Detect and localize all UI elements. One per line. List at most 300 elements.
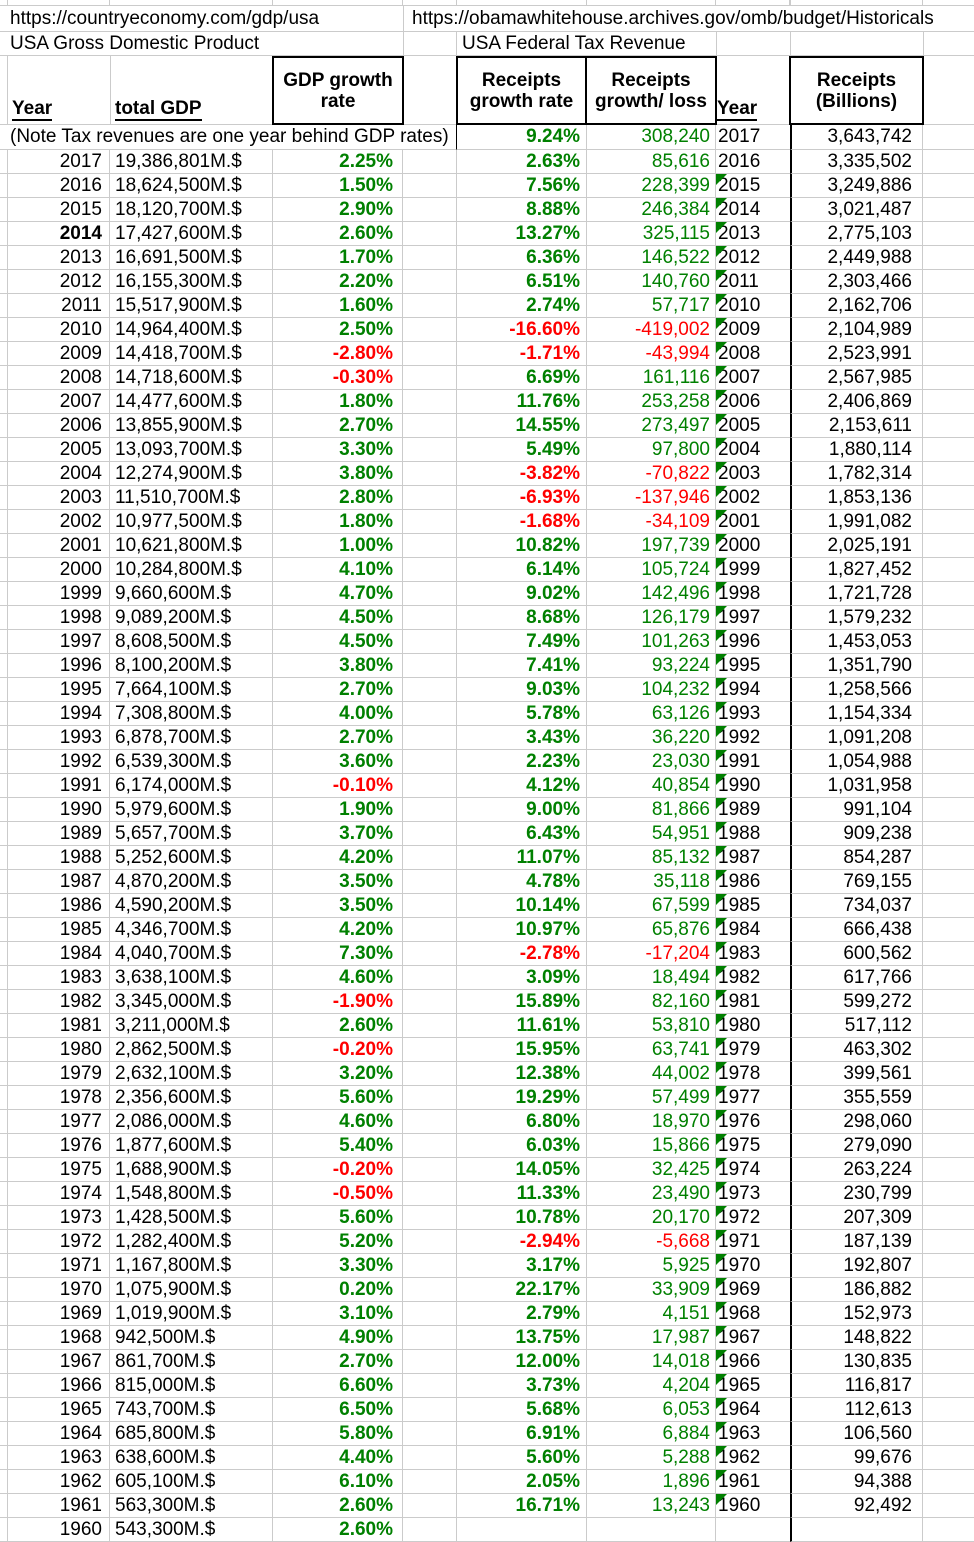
gdp-growth-cell[interactable]: -0.50% — [273, 1182, 403, 1206]
gdp-growth-cell[interactable]: 4.00% — [273, 702, 403, 726]
receipts-change-cell[interactable]: 1,896 — [587, 1470, 716, 1494]
gdp-year-cell[interactable]: 1977 — [8, 1110, 110, 1134]
tax-year-cell[interactable] — [716, 558, 790, 582]
total-gdp-cell[interactable]: 19,386,801M.$ — [110, 150, 273, 174]
tax-year-cell[interactable] — [716, 1158, 790, 1182]
total-gdp-cell[interactable]: 1,428,500M.$ — [110, 1206, 273, 1230]
receipts-change-cell[interactable]: 63,741 — [587, 1038, 716, 1062]
receipts-growth-rate-cell[interactable] — [457, 1518, 587, 1542]
receipts-growth-rate-cell[interactable]: 15.95% — [457, 1038, 587, 1062]
receipts-change-cell[interactable]: -34,109 — [587, 510, 716, 534]
receipts-cell[interactable]: 1,031,958 — [790, 774, 923, 798]
receipts-cell[interactable]: 1,721,728 — [790, 582, 923, 606]
receipts-cell[interactable]: 355,559 — [790, 1086, 923, 1110]
total-gdp-cell[interactable]: 5,252,600M.$ — [110, 846, 273, 870]
receipts-growth-rate-cell[interactable]: 16.71% — [457, 1494, 587, 1518]
total-gdp-cell[interactable]: 8,608,500M.$ — [110, 630, 273, 654]
gdp-growth-cell[interactable]: -0.10% — [273, 774, 403, 798]
receipts-cell[interactable]: 116,817 — [790, 1374, 923, 1398]
gdp-year-cell[interactable]: 2004 — [8, 462, 110, 486]
total-gdp-cell[interactable]: 543,300M.$ — [110, 1518, 273, 1542]
gdp-year-cell[interactable]: 1978 — [8, 1086, 110, 1110]
receipts-change-cell[interactable]: 20,170 — [587, 1206, 716, 1230]
total-gdp-cell[interactable]: 2,632,100M.$ — [110, 1062, 273, 1086]
receipts-growth-rate-cell[interactable]: 7.41% — [457, 654, 587, 678]
gdp-growth-cell[interactable]: 4.70% — [273, 582, 403, 606]
tax-year-cell[interactable] — [716, 894, 790, 918]
total-gdp-cell[interactable]: 18,120,700M.$ — [110, 198, 273, 222]
gdp-growth-cell[interactable]: 2.60% — [273, 1014, 403, 1038]
column-header-total-gdp[interactable]: total GDP — [115, 98, 202, 119]
total-gdp-cell[interactable]: 6,174,000M.$ — [110, 774, 273, 798]
total-gdp-cell[interactable]: 13,093,700M.$ — [110, 438, 273, 462]
receipts-growth-rate-cell[interactable]: 3.09% — [457, 966, 587, 990]
receipts-cell[interactable] — [790, 1518, 923, 1542]
gdp-growth-cell[interactable]: 3.70% — [273, 822, 403, 846]
tax-year-cell[interactable] — [716, 1182, 790, 1206]
receipts-change-cell[interactable]: 126,179 — [587, 606, 716, 630]
gdp-year-cell[interactable]: 2002 — [8, 510, 110, 534]
gdp-year-cell[interactable]: 1998 — [8, 606, 110, 630]
tax-year-cell[interactable] — [716, 750, 790, 774]
gdp-growth-cell[interactable]: 6.10% — [273, 1470, 403, 1494]
gdp-growth-cell[interactable]: 1.80% — [273, 510, 403, 534]
gdp-year-cell[interactable]: 1991 — [8, 774, 110, 798]
gdp-year-cell[interactable]: 1974 — [8, 1182, 110, 1206]
receipts-cell[interactable]: 600,562 — [790, 942, 923, 966]
receipts-cell[interactable]: 2,567,985 — [790, 366, 923, 390]
receipts-change-cell[interactable]: 197,739 — [587, 534, 716, 558]
receipts-cell[interactable]: 617,766 — [790, 966, 923, 990]
receipts-growth-rate-cell[interactable]: 4.12% — [457, 774, 587, 798]
receipts-cell[interactable]: 2,153,611 — [790, 414, 923, 438]
total-gdp-cell[interactable]: 14,964,400M.$ — [110, 318, 273, 342]
receipts-change-cell[interactable]: 273,497 — [587, 414, 716, 438]
total-gdp-cell[interactable]: 6,539,300M.$ — [110, 750, 273, 774]
total-gdp-cell[interactable]: 14,718,600M.$ — [110, 366, 273, 390]
tax-year-cell[interactable] — [716, 510, 790, 534]
total-gdp-cell[interactable]: 9,089,200M.$ — [110, 606, 273, 630]
receipts-cell[interactable]: 463,302 — [790, 1038, 923, 1062]
tax-year-cell[interactable] — [716, 1518, 790, 1542]
receipts-cell[interactable]: 207,309 — [790, 1206, 923, 1230]
tax-year-cell[interactable] — [716, 1470, 790, 1494]
receipts-change-cell[interactable]: 36,220 — [587, 726, 716, 750]
receipts-cell[interactable]: 2,449,988 — [790, 246, 923, 270]
gdp-growth-cell[interactable]: 4.20% — [273, 918, 403, 942]
tax-year-cell[interactable] — [716, 678, 790, 702]
receipts-change-cell[interactable]: 140,760 — [587, 270, 716, 294]
gdp-growth-cell[interactable]: 4.90% — [273, 1326, 403, 1350]
receipts-growth-rate-cell[interactable]: 2.63% — [457, 150, 587, 174]
gdp-year-cell[interactable]: 1997 — [8, 630, 110, 654]
tax-year-cell[interactable] — [716, 1134, 790, 1158]
receipts-cell[interactable]: 1,782,314 — [790, 462, 923, 486]
receipts-change-cell[interactable]: 4,151 — [587, 1302, 716, 1326]
tax-year-cell[interactable] — [716, 246, 790, 270]
receipts-growth-rate-cell[interactable]: 6.36% — [457, 246, 587, 270]
tax-year-cell[interactable] — [716, 1038, 790, 1062]
receipts-cell[interactable]: 2,162,706 — [790, 294, 923, 318]
total-gdp-cell[interactable]: 605,100M.$ — [110, 1470, 273, 1494]
receipts-change-cell[interactable]: -137,946 — [587, 486, 716, 510]
total-gdp-cell[interactable]: 1,075,900M.$ — [110, 1278, 273, 1302]
gdp-growth-cell[interactable]: 3.10% — [273, 1302, 403, 1326]
tax-year-cell[interactable] — [716, 1422, 790, 1446]
tax-year-cell[interactable] — [716, 702, 790, 726]
receipts-growth-rate-cell[interactable]: 3.73% — [457, 1374, 587, 1398]
receipts-growth-rate-cell[interactable]: 10.82% — [457, 534, 587, 558]
tax-year-cell[interactable] — [716, 414, 790, 438]
gdp-growth-cell[interactable]: 3.30% — [273, 1254, 403, 1278]
receipts-cell[interactable]: 1,853,136 — [790, 486, 923, 510]
total-gdp-cell[interactable]: 14,477,600M.$ — [110, 390, 273, 414]
gdp-growth-cell[interactable]: 5.80% — [273, 1422, 403, 1446]
gdp-year-cell[interactable]: 1969 — [8, 1302, 110, 1326]
tax-year-cell[interactable] — [716, 726, 790, 750]
receipts-growth-rate-cell[interactable]: 7.56% — [457, 174, 587, 198]
receipts-growth-rate-cell[interactable]: 7.49% — [457, 630, 587, 654]
gdp-year-cell[interactable]: 1989 — [8, 822, 110, 846]
receipts-growth-rate-cell[interactable]: 3.17% — [457, 1254, 587, 1278]
receipts-cell[interactable]: 1,091,208 — [790, 726, 923, 750]
receipts-change-cell[interactable]: 44,002 — [587, 1062, 716, 1086]
gdp-year-cell[interactable]: 1988 — [8, 846, 110, 870]
receipts-growth-rate-cell[interactable]: 11.61% — [457, 1014, 587, 1038]
gdp-year-cell[interactable]: 1962 — [8, 1470, 110, 1494]
receipts-change-cell[interactable]: 6,053 — [587, 1398, 716, 1422]
receipts-growth-rate-cell[interactable]: 10.97% — [457, 918, 587, 942]
gdp-growth-cell[interactable]: 2.90% — [273, 198, 403, 222]
total-gdp-cell[interactable]: 942,500M.$ — [110, 1326, 273, 1350]
receipts-cell[interactable]: 263,224 — [790, 1158, 923, 1182]
total-gdp-cell[interactable]: 5,657,700M.$ — [110, 822, 273, 846]
gdp-year-cell[interactable]: 2009 — [8, 342, 110, 366]
gdp-year-cell[interactable]: 2003 — [8, 486, 110, 510]
receipts-growth-rate-cell[interactable]: 6.80% — [457, 1110, 587, 1134]
gdp-growth-cell[interactable]: 2.70% — [273, 414, 403, 438]
gdp-year-cell[interactable]: 2012 — [8, 270, 110, 294]
receipts-growth-rate-cell[interactable]: 14.05% — [457, 1158, 587, 1182]
total-gdp-cell[interactable]: 4,590,200M.$ — [110, 894, 273, 918]
gdp-year-cell[interactable]: 1970 — [8, 1278, 110, 1302]
gdp-year-cell[interactable]: 2011 — [8, 294, 110, 318]
receipts-change-cell[interactable]: -17,204 — [587, 942, 716, 966]
receipts-cell[interactable]: 1,453,053 — [790, 630, 923, 654]
gdp-year-cell[interactable]: 2014 — [8, 222, 110, 246]
gdp-growth-cell[interactable]: 5.40% — [273, 1134, 403, 1158]
tax-table-title[interactable]: USA Federal Tax Revenue — [462, 33, 686, 54]
tax-year-cell[interactable] — [716, 942, 790, 966]
gdp-growth-cell[interactable]: 1.90% — [273, 798, 403, 822]
gdp-growth-cell[interactable]: 2.80% — [273, 486, 403, 510]
receipts-change-cell[interactable]: 246,384 — [587, 198, 716, 222]
tax-year-cell[interactable] — [716, 1494, 790, 1518]
gdp-growth-cell[interactable]: 4.50% — [273, 606, 403, 630]
tax-year-cell[interactable] — [716, 1302, 790, 1326]
tax-year-cell[interactable] — [716, 222, 790, 246]
gdp-year-cell[interactable]: 1995 — [8, 678, 110, 702]
column-header-receipts-billions[interactable]: Receipts (Billions) — [789, 56, 924, 125]
gdp-growth-cell[interactable]: 2.70% — [273, 1350, 403, 1374]
tax-year-cell[interactable] — [716, 486, 790, 510]
receipts-cell[interactable]: 1,827,452 — [790, 558, 923, 582]
receipts-growth-rate-cell[interactable]: 11.33% — [457, 1182, 587, 1206]
receipts-cell[interactable]: 3,021,487 — [790, 198, 923, 222]
gdp-growth-cell[interactable]: 3.30% — [273, 438, 403, 462]
gdp-table-title[interactable]: USA Gross Domestic Product — [10, 33, 260, 54]
gdp-source-url[interactable]: https://countryeconomy.com/gdp/usa — [10, 8, 320, 29]
receipts-change-cell[interactable]: 253,258 — [587, 390, 716, 414]
receipts-growth-rate-cell[interactable]: 10.78% — [457, 1206, 587, 1230]
receipts-growth-rate-cell[interactable]: -2.78% — [457, 942, 587, 966]
receipts-growth-rate-cell[interactable]: 2.23% — [457, 750, 587, 774]
gdp-growth-cell[interactable]: -0.30% — [273, 366, 403, 390]
gdp-growth-cell[interactable]: 5.60% — [273, 1086, 403, 1110]
gdp-year-cell[interactable]: 2001 — [8, 534, 110, 558]
receipts-cell[interactable]: 1,880,114 — [790, 438, 923, 462]
total-gdp-cell[interactable]: 3,211,000M.$ — [110, 1014, 273, 1038]
tax-year-cell[interactable] — [716, 318, 790, 342]
gdp-year-cell[interactable]: 1986 — [8, 894, 110, 918]
receipts-change-cell[interactable]: 6,884 — [587, 1422, 716, 1446]
receipts-cell[interactable]: 991,104 — [790, 798, 923, 822]
receipts-change-cell[interactable]: 67,599 — [587, 894, 716, 918]
receipts-change-cell[interactable]: 54,951 — [587, 822, 716, 846]
receipts-change-cell[interactable]: 17,987 — [587, 1326, 716, 1350]
gdp-growth-cell[interactable]: -0.20% — [273, 1158, 403, 1182]
receipts-cell[interactable]: 2,775,103 — [790, 222, 923, 246]
gdp-growth-cell[interactable]: 2.60% — [273, 1494, 403, 1518]
receipts-growth-rate-cell[interactable]: -1.68% — [457, 510, 587, 534]
tax-year-cell[interactable] — [716, 1254, 790, 1278]
receipts-change-cell[interactable]: 81,866 — [587, 798, 716, 822]
gdp-year-cell[interactable]: 1972 — [8, 1230, 110, 1254]
column-header-receipts-growth-loss[interactable]: Receipts growth/ loss — [595, 69, 707, 112]
receipts-change-cell[interactable]: 5,925 — [587, 1254, 716, 1278]
receipts-growth-rate-cell[interactable]: 9.03% — [457, 678, 587, 702]
receipts-growth-rate-cell[interactable]: 6.14% — [457, 558, 587, 582]
receipts-growth-rate-cell[interactable]: 12.00% — [457, 1350, 587, 1374]
total-gdp-cell[interactable]: 10,621,800M.$ — [110, 534, 273, 558]
gdp-growth-cell[interactable]: 5.20% — [273, 1230, 403, 1254]
gdp-growth-cell[interactable]: 2.70% — [273, 726, 403, 750]
receipts-change-cell[interactable]: 57,717 — [587, 294, 716, 318]
gdp-year-cell[interactable]: 1981 — [8, 1014, 110, 1038]
receipts-change-cell[interactable]: 82,160 — [587, 990, 716, 1014]
receipts-change-cell[interactable]: -5,668 — [587, 1230, 716, 1254]
receipts-growth-rate-cell[interactable]: 9.02% — [457, 582, 587, 606]
receipts-growth-rate-cell[interactable]: -1.71% — [457, 342, 587, 366]
gdp-growth-cell[interactable]: 4.40% — [273, 1446, 403, 1470]
receipts-cell[interactable]: 1,258,566 — [790, 678, 923, 702]
gdp-year-cell[interactable]: 2015 — [8, 198, 110, 222]
gdp-year-cell[interactable]: 1984 — [8, 942, 110, 966]
gdp-year-cell[interactable]: 1983 — [8, 966, 110, 990]
gdp-year-cell[interactable]: 2010 — [8, 318, 110, 342]
tax-year-cell[interactable] — [716, 342, 790, 366]
gdp-year-cell[interactable]: 2016 — [8, 174, 110, 198]
receipts-change-cell[interactable]: 65,876 — [587, 918, 716, 942]
column-header-gdp-growth-rate[interactable]: GDP growth rate — [272, 56, 404, 125]
receipts-growth-rate-cell[interactable]: 12.38% — [457, 1062, 587, 1086]
gdp-growth-cell[interactable]: 5.60% — [273, 1206, 403, 1230]
receipts-cell[interactable]: 152,973 — [790, 1302, 923, 1326]
receipts-cell[interactable]: 1,154,334 — [790, 702, 923, 726]
tax-year-cell[interactable] — [716, 270, 790, 294]
total-gdp-cell[interactable]: 16,155,300M.$ — [110, 270, 273, 294]
gdp-year-cell[interactable]: 1979 — [8, 1062, 110, 1086]
gdp-year-cell[interactable]: 1971 — [8, 1254, 110, 1278]
total-gdp-cell[interactable]: 2,086,000M.$ — [110, 1110, 273, 1134]
tax-year-cell[interactable] — [716, 294, 790, 318]
receipts-cell[interactable]: 94,388 — [790, 1470, 923, 1494]
total-gdp-cell[interactable]: 14,418,700M.$ — [110, 342, 273, 366]
tax-year-cell[interactable] — [716, 1278, 790, 1302]
gdp-growth-cell[interactable]: -0.20% — [273, 1038, 403, 1062]
gdp-year-cell[interactable]: 2007 — [8, 390, 110, 414]
gdp-year-cell[interactable]: 1961 — [8, 1494, 110, 1518]
gdp-year-cell[interactable]: 1985 — [8, 918, 110, 942]
tax-year-cell[interactable] — [716, 582, 790, 606]
receipts-growth-rate-cell[interactable]: 9.24% — [457, 125, 587, 150]
tax-year-cell[interactable] — [716, 774, 790, 798]
total-gdp-cell[interactable]: 3,638,100M.$ — [110, 966, 273, 990]
receipts-change-cell[interactable]: 23,490 — [587, 1182, 716, 1206]
receipts-cell[interactable]: 106,560 — [790, 1422, 923, 1446]
tax-year-cell[interactable] — [716, 630, 790, 654]
tax-year-cell[interactable] — [716, 846, 790, 870]
gdp-year-cell[interactable]: 1968 — [8, 1326, 110, 1350]
receipts-growth-rate-cell[interactable]: -6.93% — [457, 486, 587, 510]
gdp-year-cell[interactable]: 1994 — [8, 702, 110, 726]
tax-year-cell[interactable] — [716, 918, 790, 942]
tax-year-cell[interactable] — [716, 1446, 790, 1470]
gdp-year-cell[interactable]: 1975 — [8, 1158, 110, 1182]
receipts-growth-rate-cell[interactable]: 11.07% — [457, 846, 587, 870]
gdp-year-cell[interactable]: 1992 — [8, 750, 110, 774]
tax-year-cell[interactable] — [716, 150, 790, 174]
receipts-growth-rate-cell[interactable]: 8.68% — [457, 606, 587, 630]
tax-year-cell[interactable] — [716, 870, 790, 894]
receipts-cell[interactable]: 192,807 — [790, 1254, 923, 1278]
total-gdp-cell[interactable]: 1,548,800M.$ — [110, 1182, 273, 1206]
receipts-change-cell[interactable]: 142,496 — [587, 582, 716, 606]
receipts-cell[interactable]: 279,090 — [790, 1134, 923, 1158]
receipts-change-cell[interactable]: 23,030 — [587, 750, 716, 774]
receipts-growth-rate-cell[interactable]: 5.60% — [457, 1446, 587, 1470]
tax-year-cell[interactable] — [716, 966, 790, 990]
gdp-growth-cell[interactable]: 4.60% — [273, 966, 403, 990]
gdp-year-cell[interactable]: 1967 — [8, 1350, 110, 1374]
total-gdp-cell[interactable]: 9,660,600M.$ — [110, 582, 273, 606]
receipts-cell[interactable]: 599,272 — [790, 990, 923, 1014]
receipts-cell[interactable]: 2,303,466 — [790, 270, 923, 294]
receipts-change-cell[interactable]: 13,243 — [587, 1494, 716, 1518]
receipts-change-cell[interactable]: -419,002 — [587, 318, 716, 342]
receipts-growth-rate-cell[interactable]: 6.43% — [457, 822, 587, 846]
gdp-year-cell[interactable]: 1980 — [8, 1038, 110, 1062]
gdp-growth-cell[interactable]: -1.90% — [273, 990, 403, 1014]
total-gdp-cell[interactable]: 638,600M.$ — [110, 1446, 273, 1470]
receipts-change-cell[interactable]: 15,866 — [587, 1134, 716, 1158]
gdp-growth-cell[interactable]: 7.30% — [273, 942, 403, 966]
receipts-change-cell[interactable]: 57,499 — [587, 1086, 716, 1110]
total-gdp-cell[interactable]: 1,688,900M.$ — [110, 1158, 273, 1182]
receipts-growth-rate-cell[interactable]: 10.14% — [457, 894, 587, 918]
gdp-growth-cell[interactable]: 1.00% — [273, 534, 403, 558]
receipts-cell[interactable]: 666,438 — [790, 918, 923, 942]
receipts-growth-rate-cell[interactable]: 2.74% — [457, 294, 587, 318]
total-gdp-cell[interactable]: 861,700M.$ — [110, 1350, 273, 1374]
gdp-growth-cell[interactable]: 2.25% — [273, 150, 403, 174]
tax-year-cell[interactable] — [716, 654, 790, 678]
receipts-change-cell[interactable]: 33,909 — [587, 1278, 716, 1302]
receipts-change-cell[interactable]: 325,115 — [587, 222, 716, 246]
receipts-change-cell[interactable]: 308,240 — [587, 125, 716, 150]
total-gdp-cell[interactable]: 1,282,400M.$ — [110, 1230, 273, 1254]
receipts-cell[interactable]: 2,104,989 — [790, 318, 923, 342]
receipts-growth-rate-cell[interactable]: 13.27% — [457, 222, 587, 246]
receipts-growth-rate-cell[interactable]: 19.29% — [457, 1086, 587, 1110]
gdp-growth-cell[interactable]: 2.20% — [273, 270, 403, 294]
gdp-growth-cell[interactable]: 4.60% — [273, 1110, 403, 1134]
gdp-year-cell[interactable]: 2000 — [8, 558, 110, 582]
tax-year-cell[interactable] — [716, 462, 790, 486]
receipts-cell[interactable]: 1,351,790 — [790, 654, 923, 678]
gdp-growth-cell[interactable]: 1.60% — [273, 294, 403, 318]
gdp-growth-cell[interactable]: 2.60% — [273, 222, 403, 246]
tax-year-cell[interactable] — [716, 822, 790, 846]
receipts-cell[interactable]: 3,643,742 — [790, 125, 923, 150]
tax-year-cell[interactable] — [716, 1398, 790, 1422]
gdp-growth-cell[interactable]: 2.70% — [273, 678, 403, 702]
tax-year-cell[interactable] — [716, 606, 790, 630]
receipts-change-cell[interactable]: 228,399 — [587, 174, 716, 198]
column-header-year-right[interactable]: Year — [717, 98, 758, 119]
tax-year-cell[interactable] — [716, 174, 790, 198]
gdp-year-cell[interactable]: 2006 — [8, 414, 110, 438]
total-gdp-cell[interactable]: 685,800M.$ — [110, 1422, 273, 1446]
gdp-growth-cell[interactable]: 3.50% — [273, 870, 403, 894]
total-gdp-cell[interactable]: 1,877,600M.$ — [110, 1134, 273, 1158]
gdp-growth-cell[interactable]: 1.80% — [273, 390, 403, 414]
total-gdp-cell[interactable]: 6,878,700M.$ — [110, 726, 273, 750]
tax-year-cell[interactable] — [716, 1014, 790, 1038]
gdp-growth-cell[interactable]: -2.80% — [273, 342, 403, 366]
receipts-cell[interactable]: 2,523,991 — [790, 342, 923, 366]
receipts-growth-rate-cell[interactable]: 2.79% — [457, 1302, 587, 1326]
gdp-growth-cell[interactable]: 4.50% — [273, 630, 403, 654]
receipts-cell[interactable]: 854,287 — [790, 846, 923, 870]
total-gdp-cell[interactable]: 7,308,800M.$ — [110, 702, 273, 726]
tax-year-cell[interactable] — [716, 390, 790, 414]
tax-year-cell[interactable] — [716, 1086, 790, 1110]
gdp-growth-cell[interactable]: 3.80% — [273, 462, 403, 486]
gdp-year-cell[interactable]: 1973 — [8, 1206, 110, 1230]
total-gdp-cell[interactable]: 743,700M.$ — [110, 1398, 273, 1422]
total-gdp-cell[interactable]: 13,855,900M.$ — [110, 414, 273, 438]
gdp-growth-cell[interactable]: 3.60% — [273, 750, 403, 774]
receipts-change-cell[interactable]: 53,810 — [587, 1014, 716, 1038]
tax-year-cell[interactable] — [716, 366, 790, 390]
receipts-growth-rate-cell[interactable]: 5.78% — [457, 702, 587, 726]
receipts-growth-rate-cell[interactable]: 6.91% — [457, 1422, 587, 1446]
gdp-growth-cell[interactable]: 4.10% — [273, 558, 403, 582]
total-gdp-cell[interactable]: 8,100,200M.$ — [110, 654, 273, 678]
tax-year-cell[interactable] — [716, 798, 790, 822]
receipts-cell[interactable]: 2,406,869 — [790, 390, 923, 414]
